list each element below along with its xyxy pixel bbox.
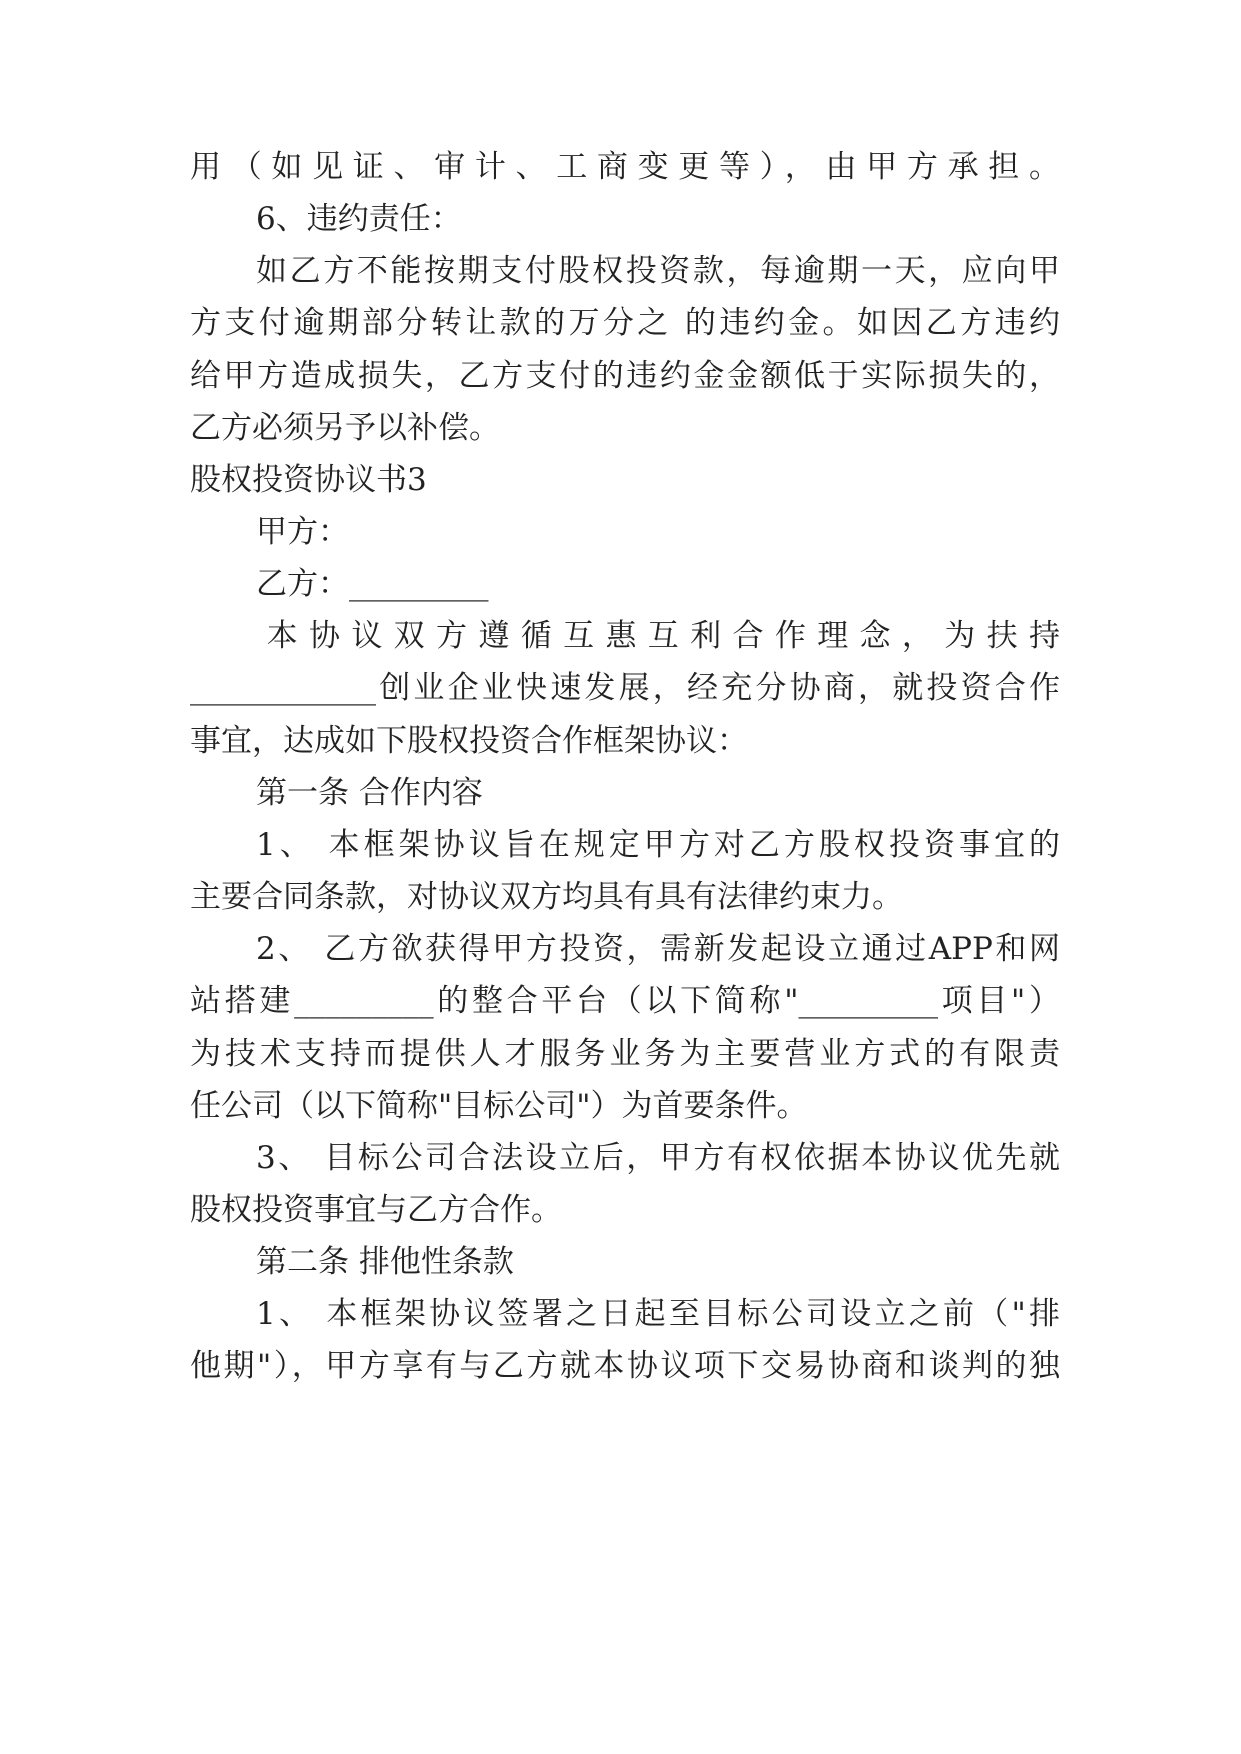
document-title: 股权投资协议书3 [190, 462, 427, 498]
text-line: 主要合同条款，对协议双方均具有具有法律约束力。 [190, 879, 903, 915]
text-line: 给甲方造成损失，乙方支付的违约金金额低于实际损失的， [190, 358, 1060, 394]
text-line: 他期"），甲方享有与乙方就本协议项下交易协商和谈判的独 [190, 1348, 1060, 1384]
text-line: 1、 本框架协议旨在规定甲方对乙方股权投资事宜的 [256, 827, 1060, 863]
text-line: 任公司（以下简称"目标公司"）为首要条件。 [190, 1088, 808, 1124]
article-heading: 第一条 合作内容 [256, 775, 483, 811]
section-heading: 6、违约责任： [256, 201, 462, 237]
text-line: ____________创业企业快速发展，经充分协商，就投资合作 [190, 670, 1060, 706]
text-line: 用（如见证、审计、工商变更等），由甲方承担。 [190, 149, 1060, 185]
text-line: 2、 乙方欲获得甲方投资，需新发起设立通过APP和网 [256, 931, 1060, 967]
text-line: 1、 本框架协议签署之日起至目标公司设立之前（"排 [256, 1296, 1060, 1332]
text-line: 如乙方不能按期支付股权投资款，每逾期一天，应向甲 [256, 253, 1060, 289]
text-line: 股权投资事宜与乙方合作。 [190, 1192, 562, 1228]
party-a-line: 甲方： [256, 514, 349, 550]
article-heading: 第二条 排他性条款 [256, 1244, 514, 1280]
text-line: 方支付逾期部分转让款的万分之 的违约金。如因乙方违约 [190, 305, 1060, 341]
text-line: 事宜，达成如下股权投资合作框架协议： [190, 723, 748, 759]
text-line: 3、 目标公司合法设立后，甲方有权依据本协议优先就 [256, 1140, 1060, 1176]
text-line: 站搭建_________的整合平台（以下简称"_________项目"） [190, 983, 1060, 1019]
party-b-line: 乙方：_________ [256, 566, 489, 602]
text-line: 乙方必须另予以补偿。 [190, 410, 500, 446]
text-line: 为技术支持而提供人才服务业务为主要营业方式的有限责 [190, 1036, 1060, 1072]
text-line: 本 协 议 双 方 遵 循 互 惠 互 利 合 作 理 念 ， 为 扶 持 [256, 618, 1060, 654]
